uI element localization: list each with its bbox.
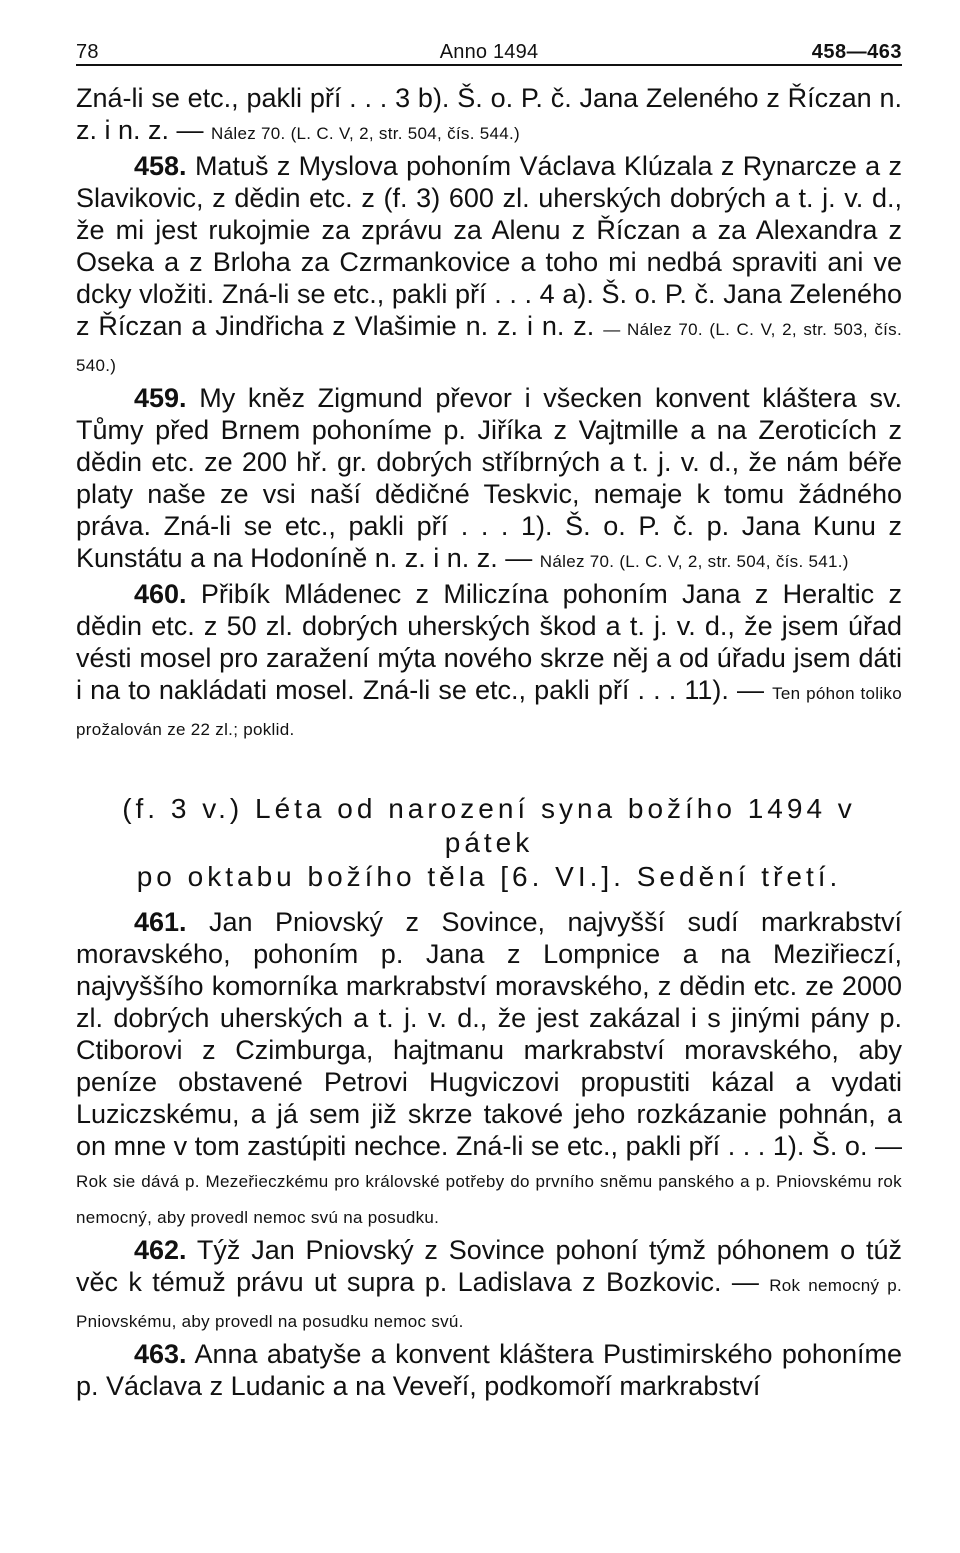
running-title: Anno 1494: [439, 41, 539, 63]
entry-text: Matuš z Myslova pohoním Václava Klúzala z Rynarcze a z Slavikovic, z dědin etc. z (f. 3) 600 zl. uherských dobrých a t. j. v. d., že mi jest rukojmie za zprávu za Alenu z Říczan a za Alexandra z Oseka a z Brloha za Czrmankovice a toho mi nedbá spraviti ani ve dcky vložiti. Zná-li se etc., pakli pří . . . 4 a). Š. o. P. č. Jana Zeleného z Říczan a Jindřicha z Vlašimie n. z. i n. z.: [76, 151, 902, 341]
entry-text: Jan Pniovský z Sovince, najvyšší sudí markrabství moravského, pohoním p. Jana z Lompnice a na Meziřieczí, najvyššího komorníka markrabství moravského, z dědin etc. ze 2000 zl. dobrých uherských a t. j. v. d., že jest zakázal i s jinými pány p. Ctiborovi z Czimburga, hajtmanu markrabství moravského, aby peníze obstavené Petrovi Hugviczovi propustiti kázal a vydati Luziczskému, a já sem již skrze takové jeho rozkázanie pohnán, a on mne v tom zastúpiti nechce. Zná-li se etc., pakli pří . . . 1). Š. o. —: [76, 907, 902, 1161]
entry-number: 462.: [134, 1235, 187, 1265]
entry-text: My kněz Zigmund převor i všecken konvent kláštera sv. Tůmy před Brnem pohoníme p. Jiříka z Vajtmille a na Zeroticích z dědin etc. ze 200 hř. gr. dobrých stříbrných a t. j. v. d., že nám béře platy naše ze vsi naší dědičné Teskvic, nemaje k tomu žádného práva. Zná-li se etc., pakli pří . . . 1). Š. o. P. č. p. Jana Kunu z Kunstátu a na Hodoníně n. z. i n. z. —: [76, 383, 902, 573]
page-body: [76, 82, 902, 1402]
page-header: [76, 36, 902, 66]
entry-number: 460.: [134, 579, 187, 609]
entry-number: 463.: [134, 1339, 187, 1369]
entry-text: Týž Jan Pniovský z Sovince pohoní týmž póhonem o túž věc k témuž právu ut supra p. Ladislava z Bozkovic. —: [76, 1235, 902, 1297]
entry-459: [76, 382, 902, 578]
entry-note: — Nález 70. (L. C. V, 2, str. 503, čís. 540.): [76, 320, 902, 375]
session-heading-line: (f. 3 v.) Léta od narození syna božího 1494 v pátek: [122, 793, 856, 858]
entry-text: Anna abatyše a konvent kláštera Pustimirského pohoníme p. Václava z Ludanic a na Veveří, podkomoří markrabství: [76, 1339, 902, 1401]
entry-number: 459.: [134, 383, 187, 413]
entry-note: Nález 70. (L. C. V, 2, str. 504, čís. 541.): [539, 552, 849, 571]
entry-462: [76, 1234, 902, 1338]
entry-number: 461.: [134, 907, 187, 937]
entry-note: Rok sie dává p. Mezeřieczkému pro královské potřeby do prvního sněmu panského a p. Pniovskému rok nemocný, aby provedl nemoc svú na posudku.: [76, 1172, 902, 1227]
entry-note: Ten póhon toliko prožalován ze 22 zl.; poklid.: [76, 684, 902, 739]
entry-note: Nález 70. (L. C. V, 2, str. 504, čís. 544.): [211, 124, 521, 143]
entry-continuation: [76, 82, 902, 150]
session-heading-line: po oktabu božího těla [6. VI.]. Sedění třetí.: [136, 861, 842, 892]
entry-text: Zná-li se etc., pakli pří . . . 3 b). Š. o. P. č. Jana Zeleného z Říczan n. z. i n. z. —: [76, 83, 902, 145]
session-heading: [76, 792, 902, 894]
header-rule: [76, 64, 902, 66]
entry-463: [76, 1338, 902, 1402]
entry-number: 458.: [134, 151, 187, 181]
entry-460: [76, 578, 902, 746]
entry-range: 458—463: [811, 41, 902, 63]
page-number: 78: [76, 41, 99, 63]
entry-note: Rok nemocný p. Pniovskému, aby provedl na posudku nemoc svú.: [76, 1276, 902, 1331]
entry-458: [76, 150, 902, 382]
entry-461: [76, 906, 902, 1234]
entry-text: Přibík Mládenec z Miliczína pohoním Jana z Heraltic z dědin etc. z 50 zl. dobrých uherských škod a t. j. v. d., že jsem úřad vésti mosel pro zaražení mýta nového skrze něj a od úřadu jsem dáti i na to nakládati mosel. Zná-li se etc., pakli pří . . . 11). —: [76, 579, 902, 705]
